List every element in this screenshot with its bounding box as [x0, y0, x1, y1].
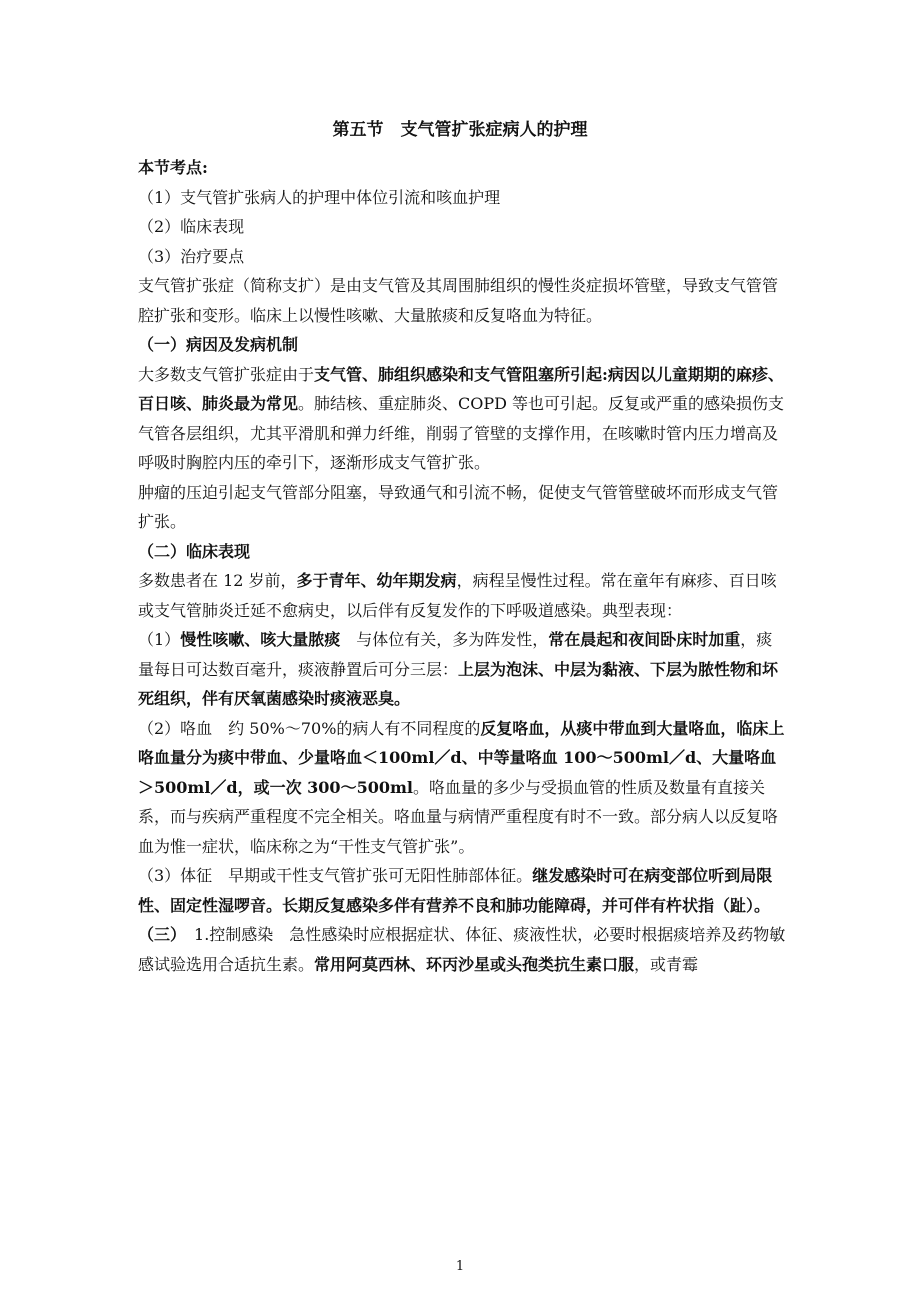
- paragraph: [138, 566, 786, 625]
- text-run: 支气管扩张症（简称支扩）是由支气管及其周围肺组织的慢性炎症损坏管壁，导致支气管管腔扩张和变形。临床上以慢性咳嗽、大量脓痰和反复咯血为特征。: [138, 276, 779, 325]
- text-run: 1.控制感染 急性感染时应根据症状、体征、痰液性状，必要时根据痰培养及药物敏感试验选用合适抗生素。: [138, 925, 786, 974]
- section-title: 第五节 支气管扩张症病人的护理: [332, 120, 588, 140]
- body-content: [138, 153, 786, 979]
- paragraph: [138, 537, 786, 567]
- paragraph: [138, 625, 786, 714]
- page-number: 1: [455, 1259, 465, 1274]
- text-run: 大多数支气管扩张症由于: [138, 364, 315, 384]
- paragraph: [138, 478, 786, 537]
- bold-text-run: 本节考点:: [138, 158, 208, 177]
- paragraph: [138, 861, 786, 920]
- bold-text-run: （二）临床表现: [138, 541, 251, 561]
- text-run: ，或青霉: [634, 954, 699, 974]
- paragraph: [138, 330, 786, 360]
- bold-text-run: 反复咯血，从痰中带血到大量咯血，临床上咯血量分为痰中带血、少量咯血＜100ml／d、中等量咯血 100～500ml／d、大量咯血＞500ml／d，或一次 300～500ml: [138, 718, 785, 797]
- text-run: 。肺结核、重症肺炎、COPD 等也可引起。反复或严重的感染损伤支气管各层组织，尤其平滑肌和弹力纤维，削弱了管壁的支撑作用，在咳嗽时管内压力增高及呼吸时胸腔内压的牵引下，逐渐形成支气管扩张。: [138, 394, 785, 472]
- paragraph: [138, 242, 786, 272]
- bold-text-run: 多于青年、幼年期发病: [296, 571, 457, 590]
- bold-text-run: 常用阿莫西林、环丙沙星或头孢类抗生素口服: [314, 954, 635, 974]
- text-run: （1）: [138, 630, 181, 649]
- text-run: （2）咯血 约 50%～70%的病人有不同程度的: [138, 718, 481, 738]
- paragraph: [138, 920, 786, 979]
- bold-text-run: 上层为泡沫、中层为黏液、下层为脓性物和坏死组织，伴有厌氧菌感染时痰液恶臭。: [138, 659, 779, 708]
- text-run: ，病程呈慢性过程。常在童年有麻疹、百日咳或支气管肺炎迁延不愈病史，以后伴有反复发作的下呼吸道感染。典型表现：: [138, 571, 777, 620]
- paragraph: [138, 360, 786, 478]
- bold-text-run: 继发感染时可在病变部位听到局限性、固定性湿啰音。长期反复感染多伴有营养不良和肺功能障碍，并可伴有杵状指（趾）。: [138, 866, 773, 915]
- bold-text-run: 慢性咳嗽、咳大量脓痰: [180, 630, 341, 649]
- text-run: 。咯血量的多少与受损血管的性质及数量有直接关系，而与疾病严重程度不完全相关。咯血量与病情严重程度有时不一致。部分病人以反复咯血为惟一症状，临床称之为“干性支气管扩张”。: [138, 777, 779, 856]
- text-run: 多数患者在 12 岁前，: [138, 571, 297, 590]
- text-run: 肿瘤的压迫引起支气管部分阻塞，导致通气和引流不畅，促使支气管管壁破坏而形成支气管扩张。: [138, 482, 779, 531]
- paragraph: [138, 153, 786, 183]
- paragraph: [138, 714, 786, 862]
- bold-text-run: 常在晨起和夜间卧床时加重: [548, 630, 741, 649]
- text-run: （3）治疗要点: [138, 246, 245, 266]
- text-run: 与体位有关，多为阵发性，: [340, 630, 549, 649]
- paragraph: [138, 183, 786, 213]
- paragraph: [138, 271, 786, 330]
- text-run: （2）临床表现: [138, 217, 245, 236]
- bold-text-run: 支气管、肺组织感染和支气管阻塞所引起:病因以儿童期期的麻疹、百日咳、肺炎最为常见: [138, 364, 784, 413]
- text-run: （1）支气管扩张病人的护理中体位引流和咳血护理: [138, 187, 501, 207]
- bold-text-run: （一）病因及发病机制: [138, 335, 299, 354]
- text-run: ，痰量每日可达数百毫升，痰液静置后可分三层：: [138, 630, 773, 679]
- text-run: （3）体征 早期或干性支气管扩张可无阳性肺部体征。: [138, 866, 533, 885]
- paragraph: [138, 212, 786, 242]
- bold-text-run: （三）: [138, 925, 179, 944]
